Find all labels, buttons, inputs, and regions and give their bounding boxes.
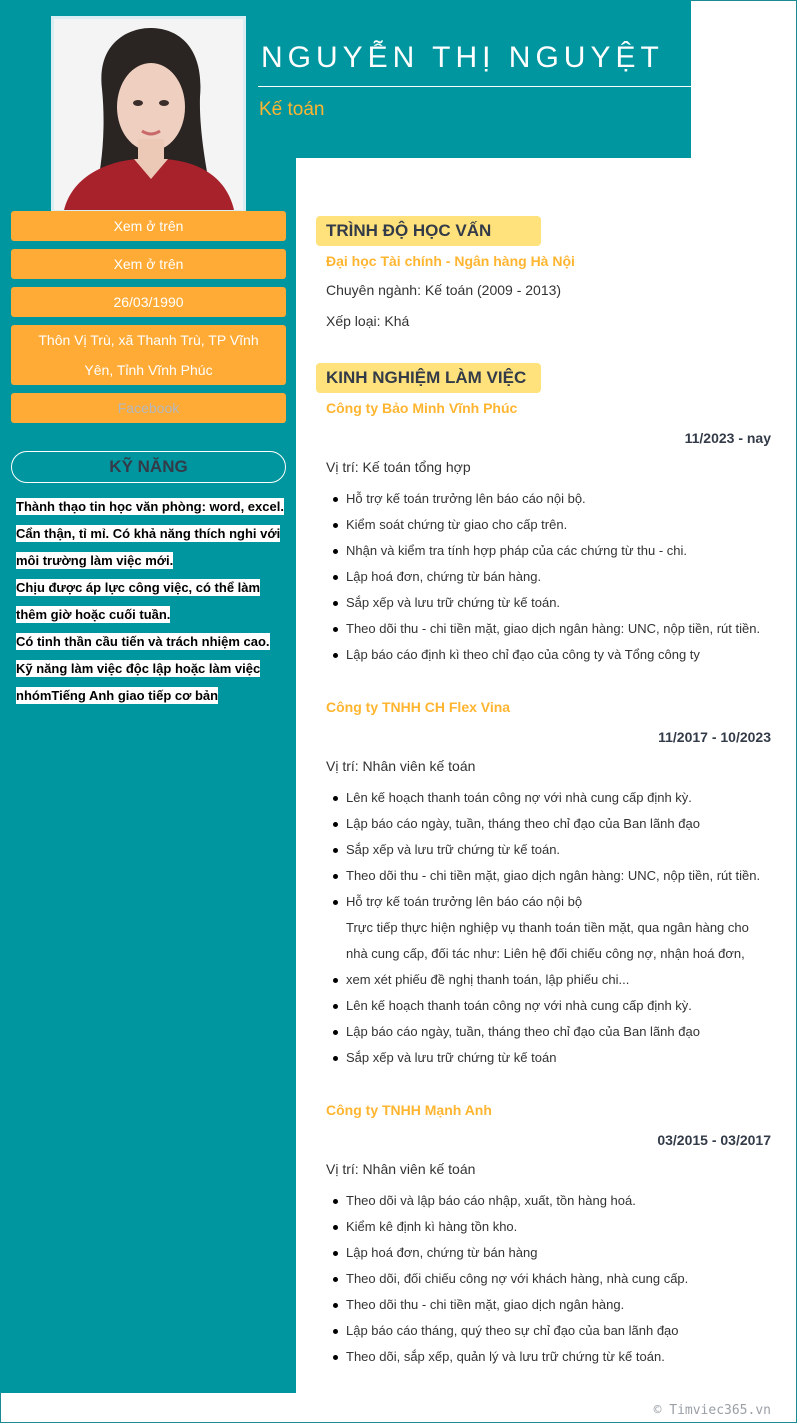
skill-line: thêm giờ hoặc cuối tuần.	[16, 607, 171, 622]
list-item: xem xét phiếu đề nghị thanh toán, lập phiếu chi...	[346, 967, 786, 993]
job-duties	[346, 785, 786, 1071]
list-item: Lập báo cáo tháng, quý theo sự chỉ đạo của ban lãnh đạo	[346, 1318, 786, 1344]
skills-list	[16, 493, 291, 709]
education-school: Đại học Tài chính - Ngân hàng Hà Nội	[326, 253, 575, 269]
job-position: Vị trí: Nhân viên kế toán	[326, 758, 476, 774]
skill-line: môi trường làm việc mới.	[16, 553, 174, 568]
list-item: Sắp xếp và lưu trữ chứng từ kế toán	[346, 1045, 786, 1071]
contact-phone: Xem ở trên	[11, 211, 286, 241]
education-major: Chuyên ngành: Kế toán (2009 - 2013)	[326, 282, 562, 298]
list-item: Theo dõi, sắp xếp, quản lý và lưu trữ chứng từ kế toán.	[346, 1344, 786, 1370]
list-item: Nhận và kiểm tra tính hợp pháp của các chứng từ thu - chi.	[346, 538, 786, 564]
list-item: Theo dõi và lập báo cáo nhập, xuất, tồn hàng hoá.	[346, 1188, 786, 1214]
watermark: © Timviec365.vn	[653, 1403, 771, 1418]
education-section-title: TRÌNH ĐỘ HỌC VẤN	[316, 216, 541, 246]
job-company: Công ty Bảo Minh Vĩnh Phúc	[326, 400, 518, 416]
list-item: Sắp xếp và lưu trữ chứng từ kế toán.	[346, 837, 786, 863]
list-item: Hỗ trợ kế toán trưởng lên báo cáo nội bộ	[346, 889, 786, 915]
list-item: Lập báo cáo ngày, tuần, tháng theo chỉ đạo của Ban lãnh đạo	[346, 811, 786, 837]
job-position: Vị trí: Nhân viên kế toán	[326, 1161, 476, 1177]
list-item: Theo dõi thu - chi tiền mặt, giao dịch ngân hàng.	[346, 1292, 786, 1318]
list-item: Theo dõi thu - chi tiền mặt, giao dịch ngân hàng: UNC, nộp tiền, rút tiền.	[346, 863, 786, 889]
skill-line: nhómTiếng Anh giao tiếp cơ bản	[16, 688, 219, 703]
education-grade: Xếp loại: Khá	[326, 313, 410, 329]
list-item: nhà cung cấp, đối tác như: Liên hệ đối chiếu công nợ, nhận hoá đơn,	[346, 946, 745, 961]
contact-address: Thôn Vị Trù, xã Thanh Trù, TP Vĩnh Yên, Tỉnh Vĩnh Phúc	[11, 325, 286, 385]
list-item: Lập hoá đơn, chứng từ bán hàng.	[346, 564, 786, 590]
avatar-photo-icon	[54, 19, 243, 210]
job-title: Kế toán	[259, 99, 325, 120]
list-item: Lên kế hoạch thanh toán công nợ với nhà cung cấp định kỳ.	[346, 993, 786, 1019]
avatar	[51, 16, 246, 213]
job-position: Vị trí: Kế toán tổng hợp	[326, 459, 471, 475]
experience-section-title: KINH NGHIỆM LÀM VIỆC	[316, 363, 541, 393]
list-item: Trực tiếp thực hiện nghiệp vụ thanh toán tiền mặt, qua ngân hàng cho	[346, 920, 749, 935]
job-company: Công ty TNHH Mạnh Anh	[326, 1102, 492, 1118]
list-item: Hỗ trợ kế toán trưởng lên báo cáo nội bộ.	[346, 486, 786, 512]
list-item: Theo dõi, đối chiếu công nợ với khách hàng, nhà cung cấp.	[346, 1266, 786, 1292]
skill-line: Kỹ năng làm việc độc lập hoặc làm việc	[16, 661, 261, 676]
name-divider	[258, 86, 691, 87]
job-period: 11/2023 - nay	[684, 430, 771, 446]
contact-facebook-link[interactable]: Facebook	[11, 393, 286, 423]
skill-line: Cẩn thận, tỉ mỉ. Có khả năng thích nghi với	[16, 526, 281, 541]
list-item: Theo dõi thu - chi tiền mặt, giao dịch ngân hàng: UNC, nộp tiền, rút tiền.	[346, 616, 786, 642]
list-item: Lập hoá đơn, chứng từ bán hàng	[346, 1240, 786, 1266]
job-period: 03/2015 - 03/2017	[657, 1132, 771, 1148]
job-period: 11/2017 - 10/2023	[658, 729, 771, 745]
skills-title: KỸ NĂNG	[11, 451, 286, 483]
list-item: Sắp xếp và lưu trữ chứng từ kế toán.	[346, 590, 786, 616]
contact-birthday: 26/03/1990	[11, 287, 286, 317]
list-item: Kiểm kê định kì hàng tồn kho.	[346, 1214, 786, 1240]
list-item: Kiểm soát chứng từ giao cho cấp trên.	[346, 512, 786, 538]
contact-email: Xem ở trên	[11, 249, 286, 279]
list-item: Lên kế hoạch thanh toán công nợ với nhà cung cấp định kỳ.	[346, 785, 786, 811]
list-item: Lập báo cáo ngày, tuần, tháng theo chỉ đạo của Ban lãnh đạo	[346, 1019, 786, 1045]
job-duties	[346, 1188, 786, 1370]
list-item: Lập báo cáo định kì theo chỉ đạo của công ty và Tổng công ty	[346, 642, 786, 668]
skill-line: Chịu được áp lực công việc, có thể làm	[16, 580, 261, 595]
skill-line: Thành thạo tin học văn phòng: word, excel.	[16, 499, 284, 514]
job-duties	[346, 486, 786, 668]
skill-line: Có tinh thần cầu tiến và trách nhiệm cao.	[16, 634, 270, 649]
candidate-name: NGUYỄN THỊ NGUYỆT	[261, 41, 664, 74]
job-company: Công ty TNHH CH Flex Vina	[326, 699, 511, 715]
